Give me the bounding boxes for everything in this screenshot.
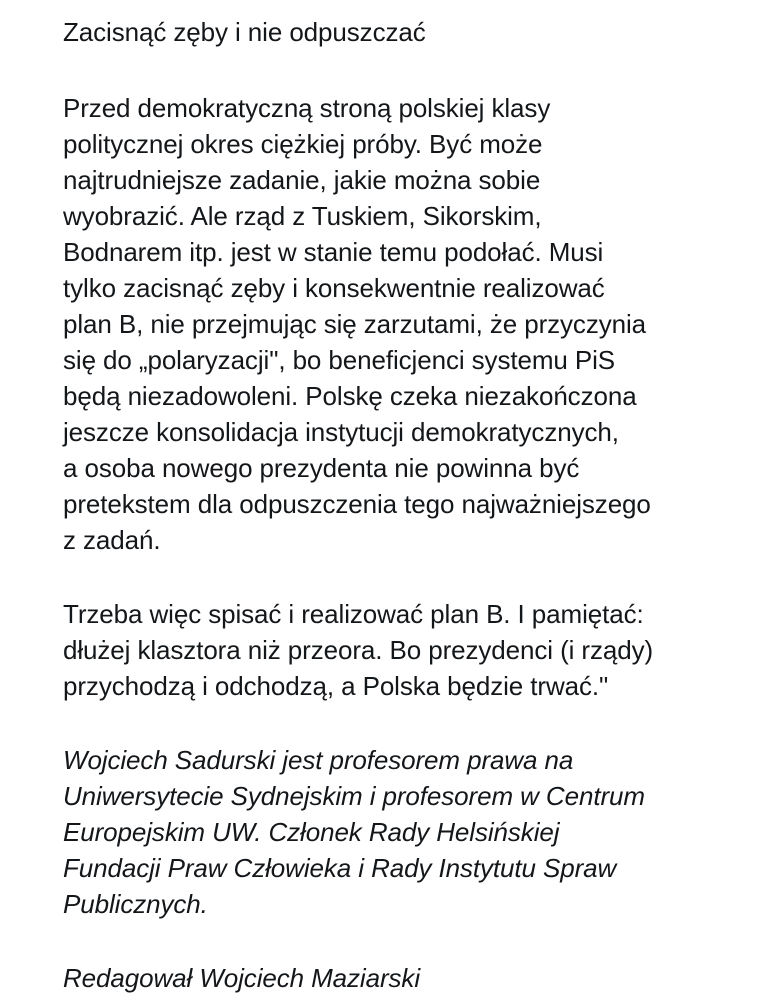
paragraph-1-line: plan B, nie przejmując się zarzutami, że przyczynia [63,309,647,339]
author-bio-line: Europejskim UW. Członek Rady Helsińskiej [63,817,560,847]
paragraph-1-line: politycznej okres ciężkiej próby. Być może [63,129,543,159]
paragraph-2-line: dłużej klasztora niż przeora. Bo prezydenci (i rządy) [63,635,654,665]
author-bio-line: Fundacji Praw Człowieka i Rady Instytutu Spraw [63,853,617,883]
paragraph-1-line: Bodnarem itp. jest w stanie temu podołać. Musi [63,237,604,267]
paragraph-2 [63,596,754,704]
author-bio-line: Wojciech Sadurski jest profesorem prawa na [63,745,574,775]
paragraph-1-line: najtrudniejsze zadanie, jakie można sobie [63,165,541,195]
paragraph-1-line: a osoba nowego prezydenta nie powinna być [63,453,580,483]
author-bio [63,742,754,922]
paragraph-1-line: tylko zacisnąć zęby i konsekwentnie realizować [63,273,605,303]
paragraph-1-line: z zadań. [63,525,161,555]
paragraph-2-line: przychodzą i odchodzą, a Polska będzie trwać." [63,671,609,701]
paragraph-1-line: się do „polaryzacji", bo beneficjenci systemu PiS [63,345,616,375]
author-bio-line: Uniwersytecie Sydnejskim i profesorem w Centrum [63,781,645,811]
editor-credit: Redagował Wojciech Maziarski [63,963,420,993]
paragraph-1-line: pretekstem dla odpuszczenia tego najważniejszego [63,489,651,519]
article-heading: Zacisnąć zęby i nie odpuszczać [63,17,426,47]
paragraph-1-line: wyobrazić. Ale rząd z Tuskiem, Sikorskim, [63,201,542,231]
author-bio-line: Publicznych. [63,889,208,919]
paragraph-1-line: Przed demokratyczną stroną polskiej klasy [63,93,551,123]
paragraph-1-line: jeszcze konsolidacja instytucji demokratycznych, [63,417,619,447]
paragraph-1 [63,90,754,558]
paragraph-1-line: będą niezadowoleni. Polskę czeka niezakończona [63,381,637,411]
paragraph-2-line: Trzeba więc spisać i realizować plan B. I pamiętać: [63,599,644,629]
